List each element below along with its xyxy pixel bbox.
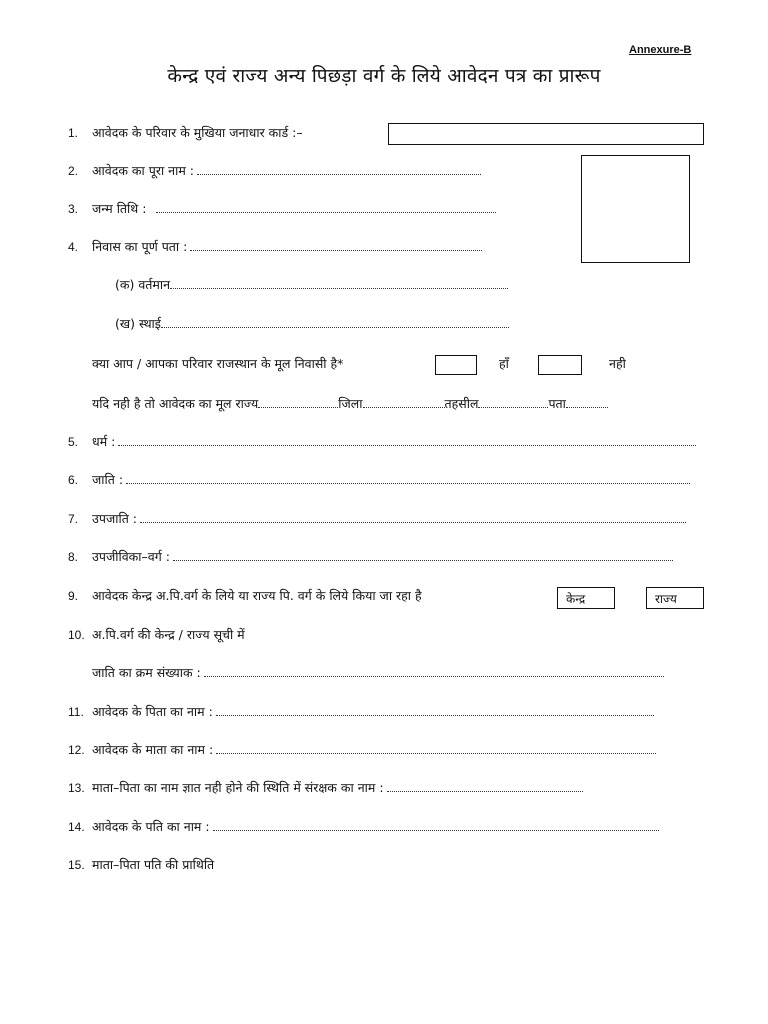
origin-district-dotted-line[interactable]: [363, 395, 445, 408]
subcaste-dotted-line[interactable]: [140, 510, 686, 523]
religion-dotted-line[interactable]: [118, 433, 696, 446]
item-number: 5.: [68, 435, 79, 449]
field-row-9: [68, 587, 422, 607]
field-row-4b: [115, 315, 509, 335]
state-option-box[interactable]: [646, 587, 704, 609]
origin-state-dotted-line[interactable]: [258, 395, 338, 408]
occupation-dotted-line[interactable]: [173, 548, 673, 561]
native-no-box[interactable]: [538, 355, 582, 375]
item-label: जाति का क्रम संख्याक :: [92, 665, 201, 680]
field-row-12: [68, 741, 656, 761]
origin-state-label: यदि नही है तो आवेदक का मूल राज्य: [92, 396, 259, 411]
item-label: उपजीविका–वर्ग :: [92, 549, 170, 564]
caste-dotted-line[interactable]: [126, 471, 690, 484]
form-title: केन्द्र एवं राज्य अन्य पिछड़ा वर्ग के लिये आवेदन पत्र का प्रारूप: [167, 65, 601, 87]
mother-name-dotted-line[interactable]: [216, 741, 656, 754]
item-number: 12.: [68, 743, 85, 757]
origin-tehsil-dotted-line[interactable]: [478, 395, 548, 408]
item-label: आवेदक के परिवार के मुखिया जनाधार कार्ड :–: [92, 125, 303, 140]
origin-district-label: जिला: [338, 396, 363, 411]
item-label: आवेदक के पिता का नाम :: [92, 704, 213, 719]
origin-tehsil-label: तहसील: [444, 396, 479, 411]
item-number: 4.: [68, 240, 79, 254]
item-number: 15.: [68, 858, 85, 872]
item-label: निवास का पूर्ण पता :: [92, 239, 188, 254]
item-number: 3.: [68, 202, 79, 216]
field-row-3: [68, 200, 496, 220]
origin-address-dotted-line[interactable]: [566, 395, 608, 408]
dob-dotted-line[interactable]: [156, 200, 496, 213]
native-yes-box[interactable]: [435, 355, 477, 375]
origin-address-label: पता: [548, 396, 566, 411]
field-row-13: [68, 779, 583, 799]
item-label: माता–पिता का नाम ज्ञात नही होने की स्थिति में संरक्षक का नाम :: [92, 780, 384, 795]
guardian-name-dotted-line[interactable]: [387, 779, 583, 792]
caste-serial-dotted-line[interactable]: [204, 664, 664, 677]
item-label: उपजाति :: [92, 511, 138, 526]
item-number: 9.: [68, 589, 79, 603]
item-number: 7.: [68, 512, 79, 526]
state-option-label: राज्य: [655, 591, 677, 606]
central-option-box[interactable]: [557, 587, 615, 609]
central-option-label: केन्द्र: [566, 591, 586, 606]
item-label: आवेदक केन्द्र अ.पि.वर्ग के लिये या राज्य पि. वर्ग के लिये किया जा रहा है: [92, 588, 422, 603]
field-row-8: [68, 548, 673, 568]
item-label: आवेदक के पति का नाम :: [92, 819, 210, 834]
field-row-15: [68, 856, 214, 876]
origin-line: [92, 395, 608, 412]
field-row-10: [68, 626, 245, 646]
photo-box[interactable]: [581, 155, 690, 263]
item-number: 11.: [68, 705, 84, 719]
father-name-dotted-line[interactable]: [216, 703, 654, 716]
jan-aadhar-input-box[interactable]: [388, 123, 704, 145]
full-name-dotted-line[interactable]: [197, 162, 481, 175]
item-label: माता–पिता पति की प्राथिति: [92, 857, 215, 872]
item-label: धर्म :: [92, 434, 116, 449]
native-no-label: नही: [609, 356, 626, 371]
item-label: आवेदक के माता का नाम :: [92, 742, 214, 757]
field-row-2: [68, 162, 481, 182]
native-yes-label: हाँ: [499, 356, 509, 371]
item-label: (क) वर्तमान: [115, 277, 171, 292]
item-label: (ख) स्थाई: [115, 316, 161, 331]
item-number: 13.: [68, 781, 85, 795]
current-address-dotted-line[interactable]: [170, 276, 508, 289]
item-number: 14.: [68, 820, 85, 834]
field-row-6: [68, 471, 690, 491]
item-number: 2.: [68, 164, 79, 178]
field-row-5: [68, 433, 696, 453]
item-label: अ.पि.वर्ग की केन्द्र / राज्य सूची में: [92, 627, 245, 642]
item-number: 6.: [68, 473, 79, 487]
husband-name-dotted-line[interactable]: [213, 818, 659, 831]
item-label: जन्म तिथि :: [92, 201, 147, 216]
annexure-label: Annexure-B: [629, 44, 692, 56]
field-row-4a: [115, 276, 508, 296]
field-row-14: [68, 818, 659, 838]
field-row-11: [68, 703, 654, 723]
field-row-1: [68, 124, 303, 144]
address-dotted-line[interactable]: [190, 238, 482, 251]
field-row-4: [68, 238, 482, 258]
item-number: 1.: [68, 126, 79, 140]
native-question: क्या आप / आपका परिवार राजस्थान के मूल निवासी है*: [92, 356, 344, 371]
item-number: 8.: [68, 550, 79, 564]
item-number: 10.: [68, 628, 85, 642]
item-label: जाति :: [92, 472, 124, 487]
item-label: आवेदक का पूरा नाम :: [92, 163, 195, 178]
field-row-7: [68, 510, 686, 530]
field-row-10-sub: [92, 664, 664, 684]
permanent-address-dotted-line[interactable]: [161, 315, 509, 328]
